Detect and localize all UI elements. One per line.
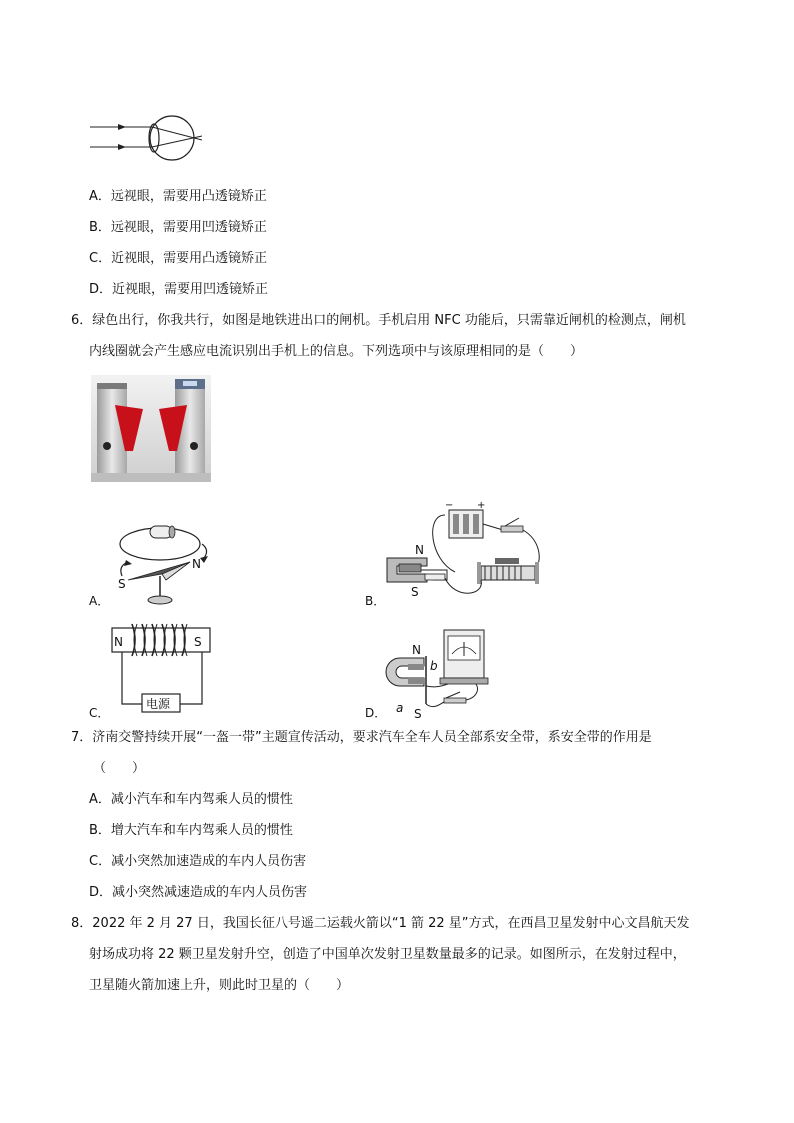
figure-b-circuit (385, 500, 545, 602)
fig-d-b-label: b (430, 659, 438, 673)
fig-d-a-label: a (396, 701, 404, 715)
q6-option-d-label[interactable]: D． (365, 706, 387, 720)
q7-option-d[interactable]: D．减小突然减速造成的车内人员伤害 (89, 885, 308, 900)
q8-stem-line1: 8．2022 年 2 月 27 日，我国长征八号遥二运载火箭以“1 箭 22 星”方式，在西昌卫星发射中心文昌航天发 (71, 916, 690, 931)
q7-option-c[interactable]: C．减小突然加速造成的车内人员伤害 (89, 854, 307, 869)
q7-stem-line2: （ ） (93, 761, 146, 776)
q6-option-a-label[interactable]: A． (89, 594, 110, 608)
q7-stem-line1: 7．济南交警持续开展“一盔一带”主题宣传活动，要求汽车全车人员全部系安全带，系安全带的作用是 (71, 730, 652, 745)
fig-c-source-label: 电源 (146, 697, 171, 711)
figure-c-solenoid (108, 620, 214, 716)
fig-d-s-label: S (414, 707, 422, 720)
fig-c-s-label: S (194, 635, 202, 649)
q5-option-b[interactable]: B．远视眼，需要用凹透镜矫正 (89, 220, 267, 235)
q7-option-a[interactable]: A．减小汽车和车内驾乘人员的惯性 (89, 792, 293, 807)
q6-stem-line1: 6．绿色出行，你我共行，如图是地铁进出口的闸机。手机启用 NFC 功能后，只需靠近闸机的检测点，闸机 (71, 313, 686, 328)
turnstile-photo (91, 375, 211, 482)
q8-stem-line3: 卫星随火箭加速上升，则此时卫星的（ ） (89, 978, 350, 993)
q6-option-b-label[interactable]: B． (365, 594, 386, 608)
q8-stem-line2: 射场成功将 22 颗卫星发射升空，创造了中国单次发射卫星数量最多的记录。如图所示，在发射过程中， (89, 947, 686, 962)
fig-b-minus-label: − (445, 500, 454, 511)
figure-d-galvanometer (384, 628, 494, 720)
q6-option-c-label[interactable]: C． (89, 706, 110, 720)
figure-a-compass (110, 518, 220, 606)
q5-option-d[interactable]: D．近视眼，需要用凹透镜矫正 (89, 282, 269, 297)
eye-diagram (88, 112, 208, 164)
fig-b-s-label: S (411, 585, 419, 599)
fig-b-plus-label: + (477, 500, 486, 511)
q7-option-b[interactable]: B．增大汽车和车内驾乘人员的惯性 (89, 823, 293, 838)
q5-option-c[interactable]: C．近视眼，需要用凸透镜矫正 (89, 251, 268, 266)
fig-d-n-label: N (412, 643, 421, 657)
fig-a-s-label: S (118, 577, 126, 591)
fig-b-n-label: N (415, 543, 424, 557)
fig-c-n-label: N (114, 635, 123, 649)
q6-stem-line2: 内线圈就会产生感应电流识别出手机上的信息。下列选项中与该原理相同的是（ ） (89, 344, 584, 359)
q5-option-a[interactable]: A．远视眼，需要用凸透镜矫正 (89, 189, 267, 204)
fig-a-n-label: N (192, 557, 201, 571)
